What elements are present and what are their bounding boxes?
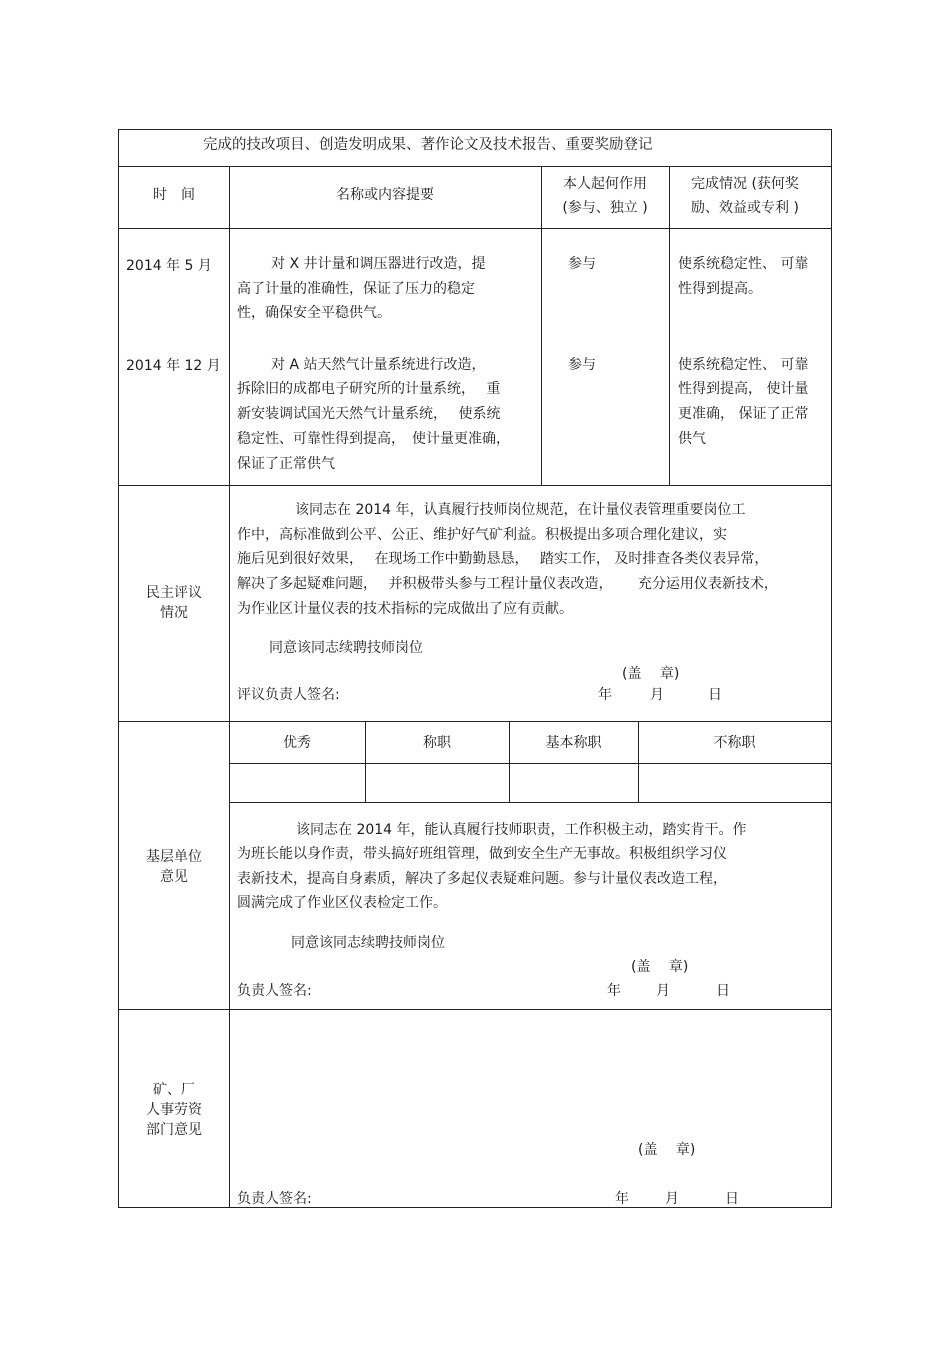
- rule-records: [119, 485, 831, 486]
- evaluation-year: 年: [598, 687, 612, 703]
- grade-basic: 基本称职: [545, 735, 602, 751]
- evaluation-month: 月: [650, 687, 664, 703]
- rule-title: [119, 166, 831, 167]
- record-1-result-1: 使系统稳定性、 可靠: [678, 256, 809, 272]
- rule-unit: [119, 1009, 831, 1010]
- hr-year: 年: [615, 1191, 629, 1207]
- record-1-result-2: 性得到提高。: [678, 281, 762, 297]
- rule-grade-values: [229, 802, 831, 803]
- evaluation-text-1: 该同志在 2014 年，认真履行技师岗位规范，在计量仪表管理重要岗位工: [295, 502, 746, 518]
- grade-competent: 称职: [423, 735, 451, 751]
- evaluation-text-3: 施后见到很好效果， 在现场工作中勤勤恳恳， 踏实工作， 及时排查各类仪表异常，: [237, 551, 769, 567]
- rule-grade-header: [229, 763, 831, 764]
- evaluation-text-5: 为作业区计量仪表的技术指标的完成做出了应有贡献。: [237, 601, 573, 617]
- header-result-line2: 励、效益或专利 ): [691, 200, 799, 216]
- header-name: 名称或内容提要: [336, 187, 434, 203]
- evaluation-text-2: 作中，高标准做到公平、公正、维护好气矿利益。积极提出多项合理化建议，实: [237, 527, 727, 543]
- header-time: 时 间: [153, 187, 195, 203]
- grade-excellent: 优秀: [283, 735, 311, 751]
- unit-label-1: 基层单位: [146, 849, 202, 865]
- unit-text-1: 该同志在 2014 年，能认真履行技师职责，工作积极主动，踏实肯干。作: [296, 822, 747, 838]
- rule-result-column: [669, 166, 670, 485]
- evaluation-label-1: 民主评议: [146, 585, 202, 601]
- record-2-result-2: 性得到提高， 使计量: [678, 381, 809, 397]
- evaluation-text-4: 解决了多起疑难问题， 并积极带头参与工程计量仪表改造， 充分运用仪表新技术，: [237, 576, 778, 592]
- record-2-content-2: 拆除旧的成都电子研究所的计量系统， 重: [237, 381, 501, 397]
- table-title: 完成的技改项目、创造发明成果、著作论文及技术报告、重要奖励登记: [203, 137, 653, 153]
- hr-label-3: 部门意见: [146, 1122, 202, 1138]
- unit-agree: 同意该同志续聘技师岗位: [291, 935, 445, 951]
- header-role-line1: 本人起何作用: [563, 176, 647, 192]
- evaluation-day: 日: [708, 687, 722, 703]
- unit-seal: (盖 章): [631, 959, 689, 975]
- record-1-content-2: 高了计量的准确性，保证了压力的稳定: [237, 281, 475, 297]
- record-2-content-3: 新安装调试国光天然气计量系统， 使系统: [237, 406, 501, 422]
- evaluation-agree: 同意该同志续聘技师岗位: [269, 640, 423, 656]
- evaluation-signer: 评议负责人签名:: [237, 687, 340, 703]
- record-2-content-1: 对 A 站天然气计量系统进行改造，: [271, 357, 486, 373]
- record-2-content-5: 保证了正常供气: [237, 456, 335, 472]
- hr-label-1: 矿、厂: [153, 1082, 195, 1098]
- header-role-line2: (参与、独立 ): [562, 200, 648, 216]
- hr-signer: 负责人签名:: [237, 1191, 312, 1207]
- grade-incompetent: 不称职: [713, 735, 756, 751]
- record-1-role: 参与: [568, 256, 596, 272]
- unit-text-2: 为班长能以身作责，带头搞好班组管理，做到安全生产无事故。积极组织学习仪: [237, 846, 727, 862]
- record-2-content-4: 稳定性、可靠性得到提高， 使计量更准确，: [237, 431, 510, 447]
- record-2-date: 2014 年 12 月: [126, 358, 221, 374]
- record-2-result-3: 更准确， 保证了正常: [678, 406, 809, 422]
- header-result-line1: 完成情况 (获何奖: [691, 176, 799, 192]
- unit-month: 月: [656, 983, 670, 999]
- hr-label-2: 人事劳资: [146, 1102, 202, 1118]
- record-1-date: 2014 年 5 月: [126, 258, 212, 274]
- hr-month: 月: [665, 1191, 679, 1207]
- unit-text-4: 圆满完成了作业区仪表检定工作。: [237, 895, 447, 911]
- rule-header: [119, 228, 831, 229]
- unit-label-2: 意见: [160, 869, 188, 885]
- hr-seal: (盖 章): [638, 1142, 696, 1158]
- record-1-content-3: 性，确保安全平稳供气。: [237, 305, 391, 321]
- rule-label-column: [229, 166, 230, 1207]
- rule-evaluation: [119, 721, 831, 722]
- record-2-result-1: 使系统稳定性、 可靠: [678, 357, 809, 373]
- record-1-content-1: 对 X 井计量和调压器进行改造，提: [271, 256, 486, 272]
- unit-text-3: 表新技术，提高自身素质，解决了多起仪表疑难问题。参与计量仪表改造工程，: [237, 871, 727, 887]
- record-2-result-4: 供气: [678, 431, 706, 447]
- evaluation-seal: (盖 章): [622, 666, 680, 682]
- evaluation-label-2: 情况: [160, 605, 188, 621]
- unit-year: 年: [607, 983, 621, 999]
- record-2-role: 参与: [568, 357, 596, 373]
- registration-table: [118, 129, 832, 1208]
- unit-day: 日: [716, 983, 730, 999]
- unit-signer: 负责人签名:: [237, 983, 312, 999]
- hr-day: 日: [725, 1191, 739, 1207]
